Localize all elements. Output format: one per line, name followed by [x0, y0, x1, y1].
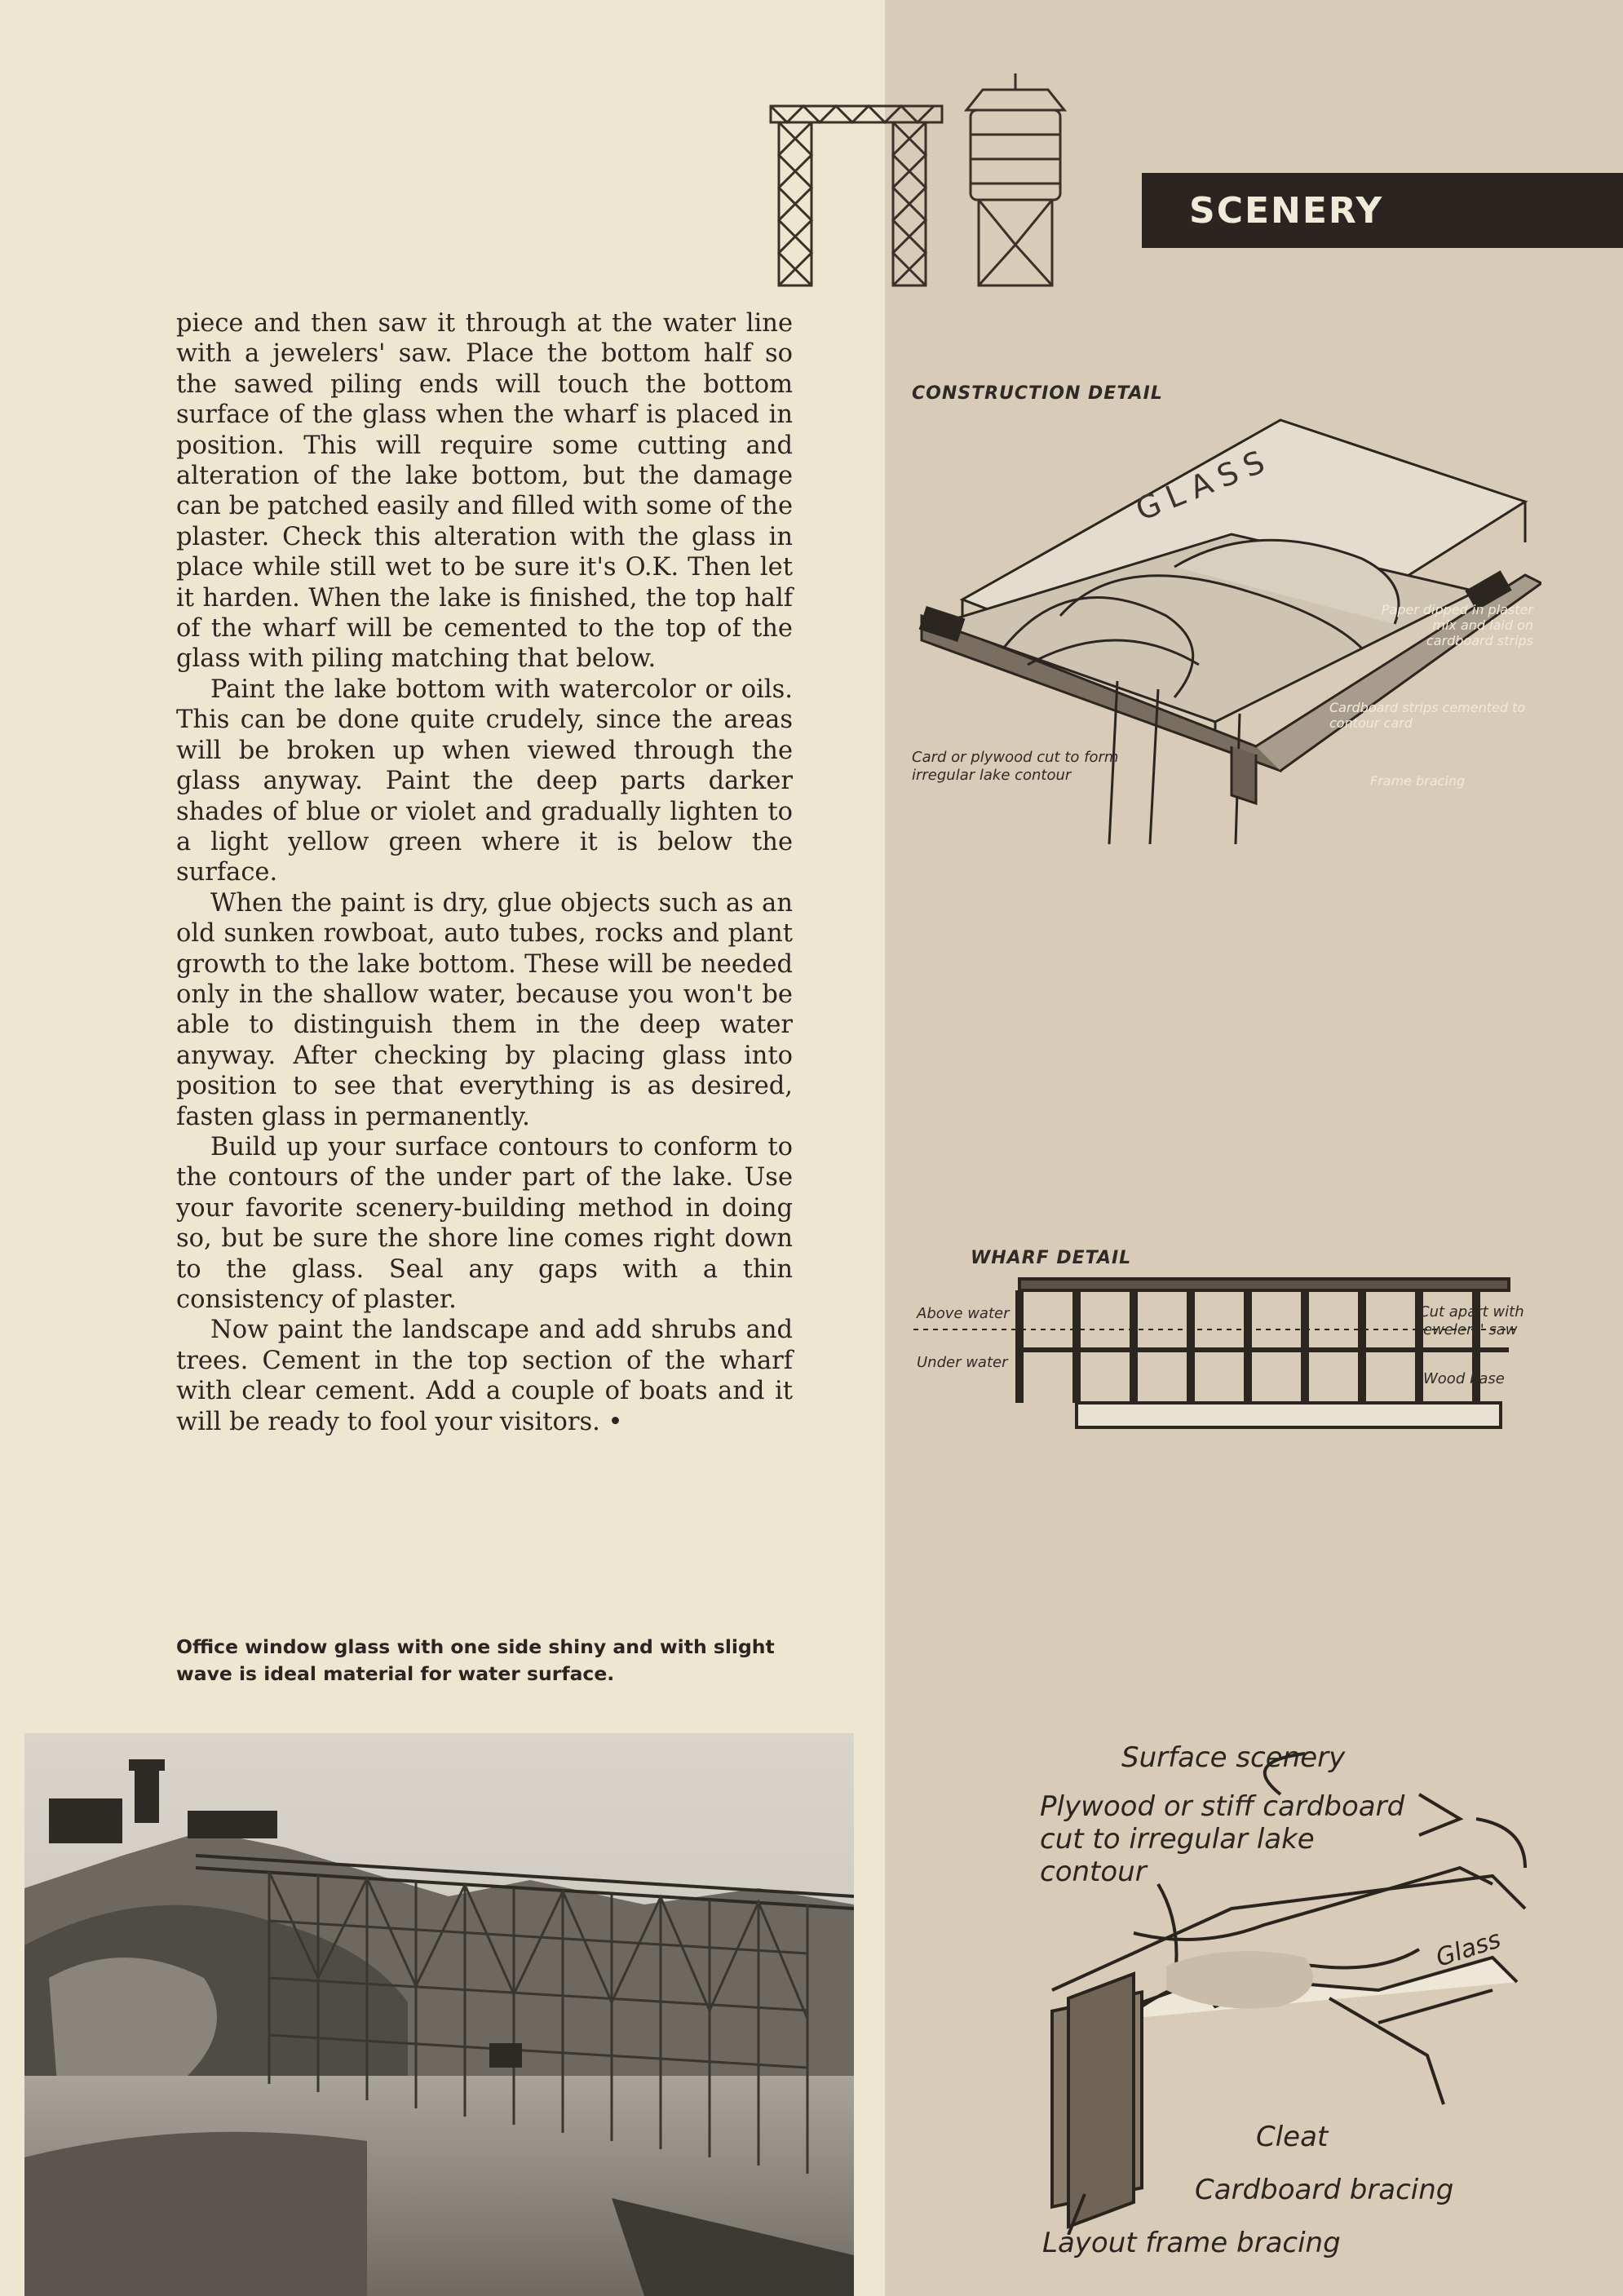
surface-scenery-label: Surface scenery — [1121, 1741, 1346, 1774]
construction-detail-title: CONSTRUCTION DETAIL — [912, 383, 1163, 404]
paper-label: Paper dipped in plaster mix and laid on cardboard strips — [1381, 602, 1533, 648]
above-water-label: Above water — [917, 1305, 1010, 1322]
article-body — [176, 308, 793, 1437]
trestle-tower-icon — [771, 106, 942, 285]
article-paragraph: When the paint is dry, glue objects such as an old sunken rowboat, auto tubes, rocks and plant growth to the lake bottom. These will be needed only in the shallow water, because you won't be able to distinguish them in the deep water anyway. After checking by placing glass into position to see that everything is as desired, fasten glass in permanently. — [176, 888, 793, 1131]
layout-frame-bracing-label: Layout frame bracing — [1042, 2227, 1341, 2259]
article-paragraph: Build up your surface contours to conform to the contours of the under part of the lake. Use your favorite scenery-building method in doing so, but be sure the shore line comes right down to the glass. Seal any gaps with a thin consistency of plaster. — [176, 1132, 793, 1314]
wharf-detail-title: WHARF DETAIL — [971, 1248, 1132, 1268]
article-paragraph: piece and then saw it through at the water line with a jewelers' saw. Place the bottom half so the sawed piling ends will touch the bottom surface of the glass when the wharf is placed in position. This will require some cutting and alteration of the lake bottom, but the damage can be patched easily and filled with some of the plaster. Check this alteration with the glass in place while still wet to be sure it's O.K. Then let it harden. When the lake is finished, the top half of the wharf will be cemented to the top of the glass with piling matching that below. — [176, 309, 793, 674]
article-paragraph: Paint the lake bottom with watercolor or oils. This can be done quite crudely, since the areas will be broken up when viewed through the glass anyway. Paint the deep parts darker shades of blue or violet and gradually lighten to a light yellow green where it is below the surface. — [176, 675, 793, 887]
cardboard-strips-label: Cardboard strips cemented to contour card — [1329, 700, 1526, 731]
glass-section-label: Glass — [1432, 1925, 1505, 1973]
frame-bracing-label: Frame bracing — [1370, 773, 1466, 789]
layout-photo — [24, 1733, 854, 2296]
article-paragraph: Now paint the landscape and add shrubs and trees. Cement in the top section of the wharf with clear cement. Add a couple of boats and it will be ready to fool your visitors. • — [176, 1316, 793, 1436]
water-tank-icon — [966, 73, 1064, 285]
photo-caption: Office window glass with one side shiny and with slight wave is ideal material for water surface. — [176, 1635, 775, 1685]
header-illustration — [763, 57, 1121, 294]
layout-photo-image — [24, 1733, 854, 2296]
cleat-label: Cleat — [1256, 2121, 1329, 2153]
under-water-label: Under water — [917, 1354, 1008, 1371]
glass-label: GLASS — [1130, 440, 1277, 529]
wood-base-label: Wood base — [1423, 1370, 1505, 1387]
cardboard-bracing-label: Cardboard bracing — [1195, 2174, 1454, 2206]
section-banner — [1142, 173, 1623, 248]
card-plywood-label: Card or plywood cut to form irregular lake contour — [912, 749, 1119, 784]
section-label: SCENERY — [1189, 189, 1384, 232]
cut-apart-label: Cut apart with jewelers' saw — [1419, 1303, 1524, 1338]
plywood-label: Plywood or stiff cardboard cut to irregular lake contour — [1040, 1790, 1405, 1888]
